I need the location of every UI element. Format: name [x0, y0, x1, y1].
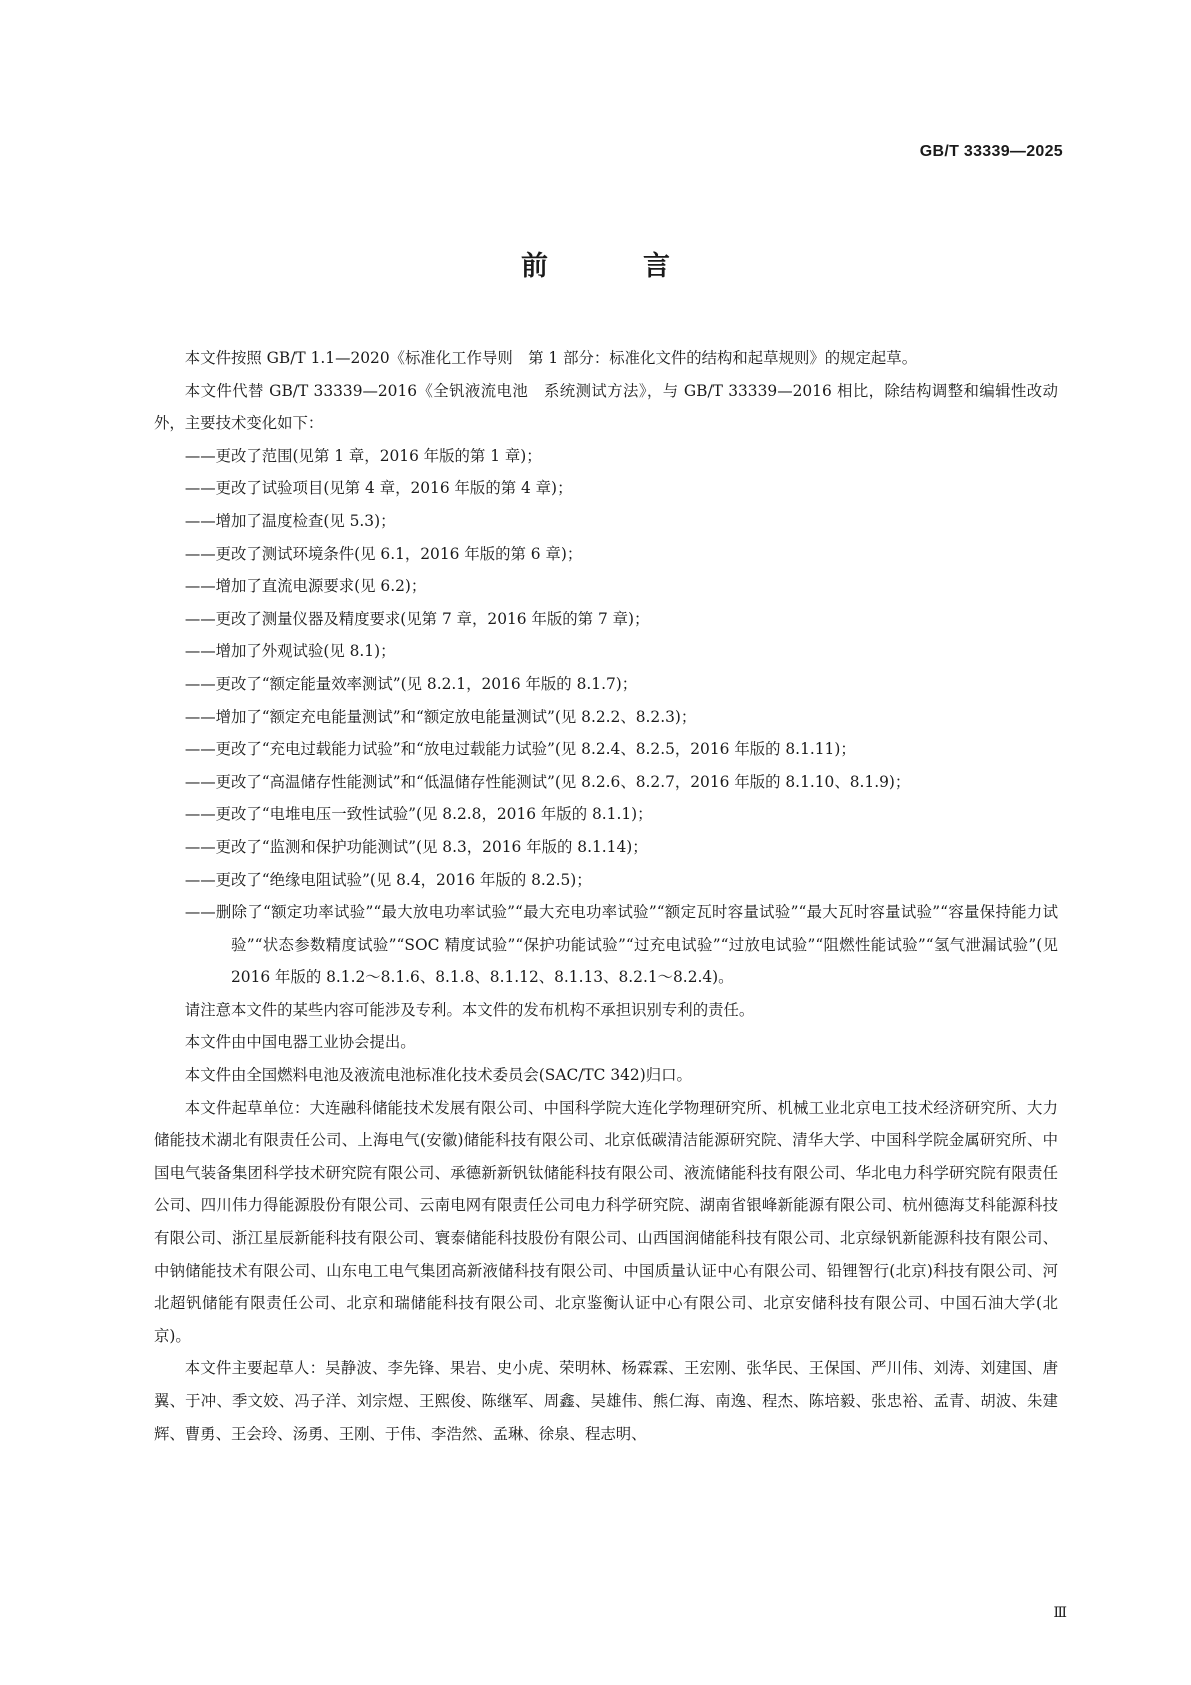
change-item-4: ——更改了测试环境条件(见 6.1，2016 年版的第 6 章)；	[184, 544, 583, 563]
proposed-by: 本文件由中国电器工业协会提出。	[184, 1033, 416, 1052]
change-item-6: ——更改了测量仪器及精度要求(见第 7 章，2016 年版的第 7 章)；	[184, 609, 650, 628]
change-item-10: ——更改了“充电过载能力试验”和“放电过载能力试验”(见 8.2.4、8.2.5，2016 年版的 8.1.11)；	[184, 740, 856, 759]
change-item-14: ——更改了“绝缘电阻试验”(见 8.4，2016 年版的 8.2.5)；	[184, 870, 592, 889]
managed-by: 本文件由全国燃料电池及液流电池标准化技术委员会(SAC/TC 342)归口。	[184, 1066, 692, 1085]
intro-paragraph-1: 本文件按照 GB/T 1.1—2020《标准化工作导则 第 1 部分：标准化文件的结构和起草规则》的规定起草。	[184, 349, 918, 367]
document-body	[154, 342, 1058, 1450]
change-item-2: ——更改了试验项目(见第 4 章，2016 年版的第 4 章)；	[184, 479, 573, 498]
change-item-13: ——更改了“监测和保护功能测试”(见 8.3，2016 年版的 8.1.14)；	[184, 837, 648, 856]
change-item-15: ——删除了“额定功率试验”“最大放电功率试验”“最大充电功率试验”“额定瓦时容量试验”“最大瓦时容量试验”“容量保持能力试验”“状态参数精度试验”“SOC 精度试验”“保护功能试验”“过充电试验”“过放电试验”“阻燃性能试验”“氢气泄漏试验”(见 2016 年版的 8.1.2～8.1.6、8.1.8、8.1.12、8.1.13、8.2.1～8.2.4)。	[184, 903, 1058, 987]
patent-notice: 请注意本文件的某些内容可能涉及专利。本文件的发布机构不承担识别专利的责任。	[184, 1000, 755, 1019]
change-item-3: ——增加了温度检查(见 5.3)；	[184, 511, 396, 530]
drafting-units: 本文件起草单位：大连融科储能技术发展有限公司、中国科学院大连化学物理研究所、机械工业北京电工技术经济研究所、大力储能技术湖北有限责任公司、上海电气(安徽)储能科技有限公司、北京低碳清洁能源研究院、清华大学、中国科学院金属研究所、中国电气装备集团科学技术研究院有限公司、承德新新钒钛储能科技有限公司、液流储能科技有限公司、华北电力科学研究院有限责任公司、四川伟力得能源股份有限公司、云南电网有限责任公司电力科学研究院、湖南省银峰新能源有限公司、杭州德海艾科能源科技有限公司、浙江星辰新能科技有限公司、寰泰储能科技股份有限公司、山西国润储能科技有限公司、北京绿钒新能源科技有限公司、中钠储能技术有限公司、山东电工电气集团高新液储科技有限公司、中国质量认证中心有限公司、铅锂智行(北京)科技有限公司、河北超钒储能有限责任公司、北京和瑞储能科技有限公司、北京鉴衡认证中心有限公司、北京安储科技有限公司、中国石油大学(北京)。	[154, 1098, 1058, 1345]
page-title: 前 言	[521, 251, 704, 282]
change-item-7: ——增加了外观试验(见 8.1)；	[184, 642, 396, 661]
change-item-12: ——更改了“电堆电压一致性试验”(见 8.2.8，2016 年版的 8.1.1)；	[184, 805, 653, 824]
page-number: Ⅲ	[1053, 1605, 1067, 1621]
change-item-8: ——更改了“额定能量效率测试”(见 8.2.1，2016 年版的 8.1.7)；	[184, 674, 638, 693]
change-item-1: ——更改了范围(见第 1 章，2016 年版的第 1 章)；	[184, 446, 542, 465]
change-item-9: ——增加了“额定充电能量测试”和“额定放电能量测试”(见 8.2.2、8.2.3)；	[184, 707, 697, 726]
change-item-5: ——增加了直流电源要求(见 6.2)；	[184, 577, 427, 596]
intro-paragraph-2: 本文件代替 GB/T 33339—2016《全钒液流电池 系统测试方法》，与 GB/T 33339—2016 相比，除结构调整和编辑性改动外，主要技术变化如下：	[154, 381, 1058, 433]
main-drafters: 本文件主要起草人：吴静波、李先锋、果岩、史小虎、荣明林、杨霖霖、王宏刚、张华民、王保国、严川伟、刘涛、刘建国、唐翼、于冲、季文姣、冯子洋、刘宗煜、王熙俊、陈继军、周鑫、吴雄伟、熊仁海、南逸、程杰、陈培毅、张忠裕、孟青、胡波、朱建辉、曹勇、王会玲、汤勇、王刚、于伟、李浩然、孟琳、徐泉、程志明、	[154, 1359, 1058, 1443]
change-item-11: ——更改了“高温储存性能测试”和“低温储存性能测试”(见 8.2.6、8.2.7，2016 年版的 8.1.10、8.1.9)；	[184, 772, 911, 791]
standard-number: GB/T 33339—2025	[919, 143, 1063, 160]
